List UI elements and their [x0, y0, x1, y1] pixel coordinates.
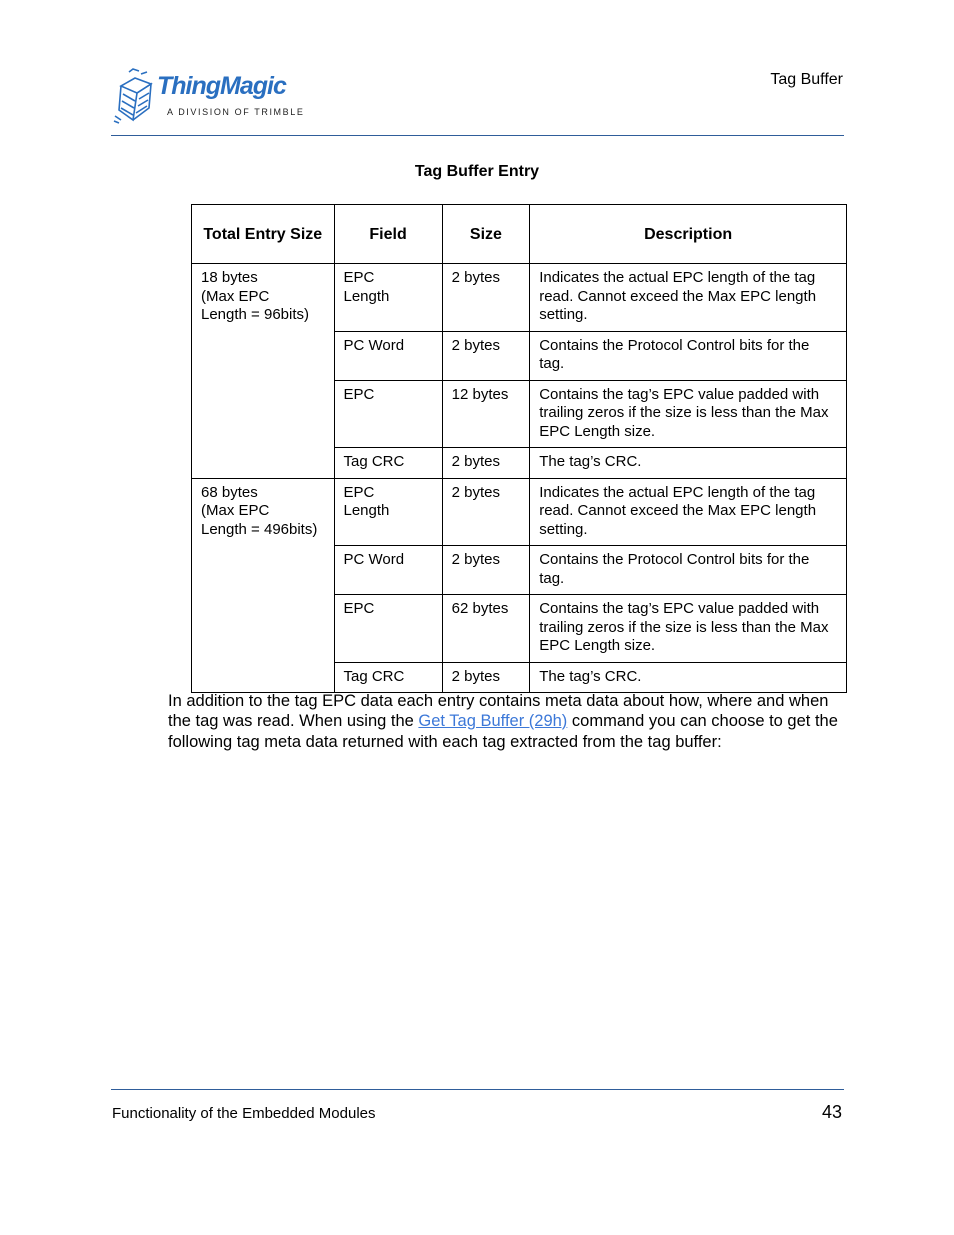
column-header-description: Description: [530, 205, 847, 264]
total-line: Length = 96bits): [201, 306, 309, 323]
size-cell: 2 bytes: [442, 546, 530, 595]
description-cell: Contains the tag’s EPC value padded with trailing zeros if the size is less than the Max EPC Length size.: [530, 595, 847, 663]
size-cell: 2 bytes: [442, 662, 530, 693]
total-entry-size-cell: [192, 478, 335, 693]
thingmagic-cube-icon: [113, 68, 159, 124]
size-cell: 2 bytes: [442, 448, 530, 479]
footer-chapter-title: Functionality of the Embedded Modules: [112, 1105, 376, 1122]
description-cell: The tag’s CRC.: [530, 662, 847, 693]
total-line: (Max EPC: [201, 502, 270, 519]
description-cell: Contains the tag’s EPC value padded with trailing zeros if the size is less than the Max EPC Length size.: [530, 380, 847, 448]
size-cell: 2 bytes: [442, 478, 530, 546]
field-cell: EPC: [334, 380, 442, 448]
total-line: 68 bytes: [201, 483, 258, 501]
brand-subtitle: A DIVISION OF TRIMBLE: [167, 107, 305, 117]
paragraph-text-before: In addition to the tag EPC data each entry contains meta data about how, where and when the tag was read. When using the: [168, 691, 829, 730]
table-header-row: [192, 205, 847, 264]
total-line: 18 bytes: [201, 269, 258, 286]
size-cell: 2 bytes: [442, 331, 530, 380]
section-title: Tag Buffer: [770, 71, 843, 88]
description-cell: The tag’s CRC.: [530, 448, 847, 479]
description-cell: Contains the Protocol Control bits for the tag.: [530, 546, 847, 595]
total-line: Length = 496bits): [201, 520, 318, 538]
table-caption: Tag Buffer Entry: [414, 163, 540, 180]
field-line: EPC: [343, 269, 375, 286]
field-line: Length: [343, 502, 390, 519]
field-cell: [334, 478, 442, 546]
column-header-field: Field: [334, 205, 442, 264]
description-cell: Contains the Protocol Control bits for the tag.: [530, 331, 847, 380]
body-paragraph: [168, 691, 848, 753]
field-cell: [334, 264, 442, 332]
page-number: 43: [821, 1102, 842, 1122]
thingmagic-logo: [113, 68, 313, 126]
size-cell: 12 bytes: [442, 380, 530, 448]
field-cell: PC Word: [334, 546, 442, 595]
column-header-size: Size: [442, 205, 530, 264]
field-line: EPC: [343, 483, 375, 501]
table-row: [192, 478, 847, 546]
brand-name: ThingMagic: [157, 72, 286, 100]
field-cell: Tag CRC: [334, 662, 442, 693]
description-cell: Indicates the actual EPC length of the tag read. Cannot exceed the Max EPC length setting.: [530, 478, 847, 546]
size-cell: 2 bytes: [442, 264, 530, 332]
footer-rule: [111, 1089, 844, 1090]
total-line: (Max EPC: [201, 287, 270, 305]
description-cell: Indicates the actual EPC length of the tag read. Cannot exceed the Max EPC length setting.: [530, 264, 847, 332]
header-rule: [111, 135, 844, 136]
table-row: [192, 264, 847, 332]
size-cell: 62 bytes: [442, 595, 530, 663]
get-tag-buffer-link[interactable]: Get Tag Buffer (29h): [418, 712, 568, 730]
tag-buffer-table: [191, 204, 847, 693]
total-entry-size-cell: [192, 264, 335, 479]
paragraph-text-after: command you can choose to get the following tag meta data returned with each tag extracted from the tag buffer:: [168, 712, 838, 751]
field-line: Length: [343, 287, 390, 305]
field-cell: EPC: [334, 595, 442, 663]
column-header-total-entry-size: Total Entry Size: [192, 205, 335, 264]
field-cell: PC Word: [334, 331, 442, 380]
field-cell: Tag CRC: [334, 448, 442, 479]
